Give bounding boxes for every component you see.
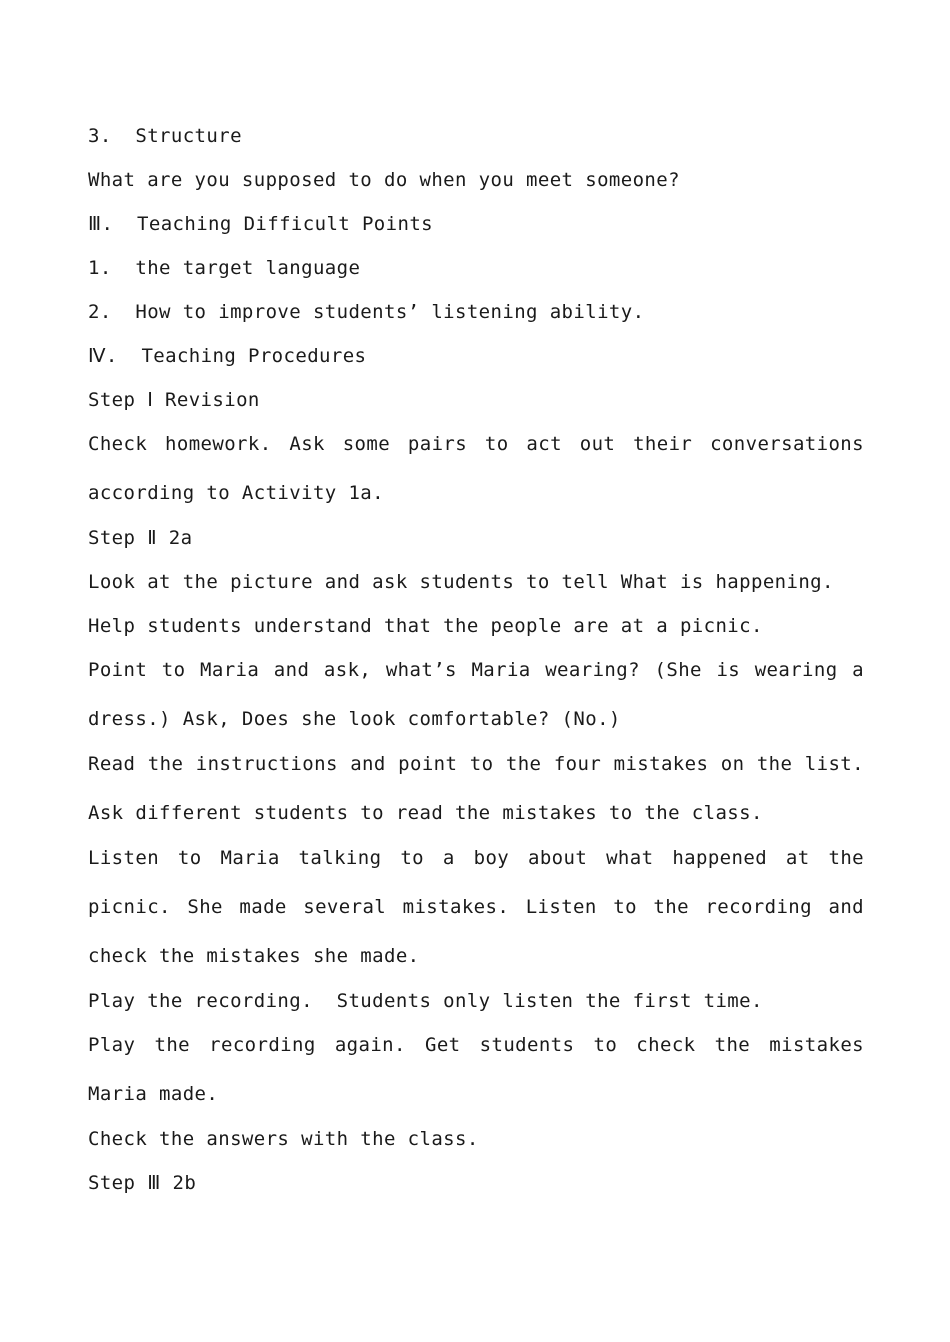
document-body [88, 122, 864, 1213]
list-item: 1. the target language [88, 257, 361, 279]
paragraph: Look at the picture and ask students to tell What is happening. [88, 571, 834, 593]
paragraph: Check the answers with the class. [88, 1128, 479, 1150]
section-heading-difficult-points: Ⅲ. Teaching Difficult Points [88, 213, 433, 235]
paragraph: Help students understand that the people are at a picnic. [88, 615, 763, 637]
paragraph: Play the recording. Students only listen the first time. [88, 990, 763, 1012]
paragraph: Read the instructions and point to the four mistakes on the list. Ask different students to read the mistakes to the class. [88, 753, 864, 824]
step-heading: Step Ⅲ 2b [88, 1172, 197, 1194]
step-heading: Step Ⅱ 2a [88, 527, 193, 549]
paragraph: What are you supposed to do when you meet someone? [88, 169, 680, 191]
paragraph: Check homework. Ask some pairs to act out their conversations according to Activity 1a. [88, 433, 864, 504]
section-heading-procedures: Ⅳ. Teaching Procedures [88, 345, 367, 367]
paragraph: Play the recording again. Get students to check the mistakes Maria made. [88, 1034, 864, 1105]
section-heading-structure: 3. Structure [88, 125, 242, 147]
list-item: 2. How to improve students’ listening ability. [88, 301, 645, 323]
paragraph: Listen to Maria talking to a boy about what happened at the picnic. She made several mistakes. Listen to the recording and check the mistakes she made. [88, 847, 864, 967]
step-heading: Step Ⅰ Revision [88, 389, 260, 411]
paragraph: Point to Maria and ask, what’s Maria wearing? (She is wearing a dress.) Ask, Does she look comfortable? (No.) [88, 659, 864, 730]
